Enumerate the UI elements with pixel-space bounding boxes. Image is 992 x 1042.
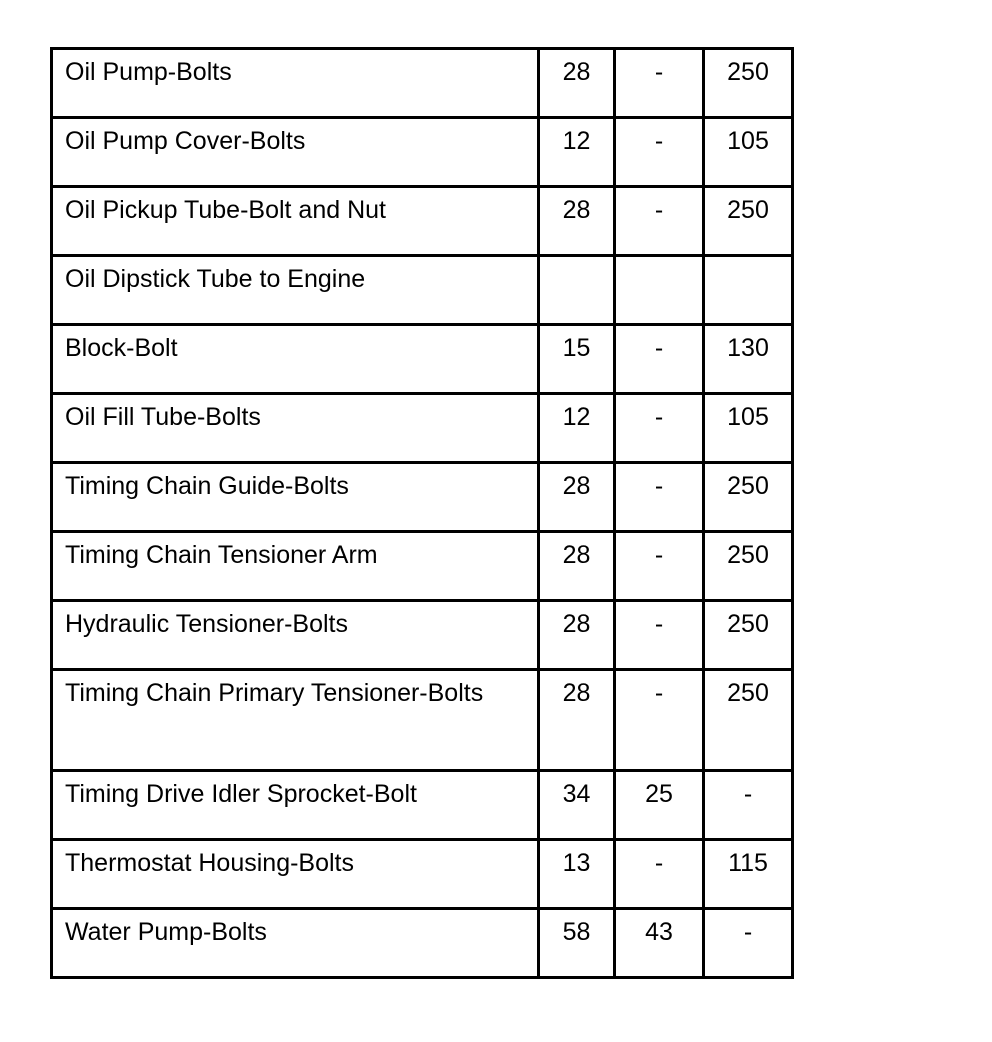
- inlb-value-cell: -: [704, 771, 793, 840]
- ftlb-value-cell: 25: [615, 771, 704, 840]
- nm-value-cell: 28: [539, 187, 615, 256]
- inlb-value-cell: 130: [704, 325, 793, 394]
- table-row: [52, 187, 793, 256]
- nm-value-cell: 15: [539, 325, 615, 394]
- inlb-value-cell: 105: [704, 394, 793, 463]
- ftlb-value-cell: [615, 256, 704, 325]
- nm-value-cell: 28: [539, 601, 615, 670]
- torque-spec-table: [50, 47, 794, 979]
- description-cell: Oil Fill Tube-Bolts: [52, 394, 539, 463]
- description-cell: Oil Pickup Tube-Bolt and Nut: [52, 187, 539, 256]
- ftlb-value-cell: 43: [615, 909, 704, 978]
- ftlb-value-cell: -: [615, 325, 704, 394]
- table-row: [52, 840, 793, 909]
- description-cell: Oil Dipstick Tube to Engine: [52, 256, 539, 325]
- nm-value-cell: 58: [539, 909, 615, 978]
- nm-value-cell: 13: [539, 840, 615, 909]
- table-row: [52, 909, 793, 978]
- description-cell: Water Pump-Bolts: [52, 909, 539, 978]
- ftlb-value-cell: -: [615, 118, 704, 187]
- ftlb-value-cell: -: [615, 49, 704, 118]
- inlb-value-cell: [704, 256, 793, 325]
- ftlb-value-cell: -: [615, 840, 704, 909]
- ftlb-value-cell: -: [615, 532, 704, 601]
- inlb-value-cell: 250: [704, 187, 793, 256]
- nm-value-cell: 28: [539, 670, 615, 771]
- ftlb-value-cell: -: [615, 601, 704, 670]
- inlb-value-cell: 250: [704, 463, 793, 532]
- table-row: [52, 394, 793, 463]
- description-cell: Hydraulic Tensioner-Bolts: [52, 601, 539, 670]
- description-cell: Timing Chain Primary Tensioner-Bolts: [52, 670, 539, 771]
- description-cell: Oil Pump Cover-Bolts: [52, 118, 539, 187]
- nm-value-cell: 28: [539, 532, 615, 601]
- inlb-value-cell: 105: [704, 118, 793, 187]
- nm-value-cell: 28: [539, 463, 615, 532]
- inlb-value-cell: 250: [704, 601, 793, 670]
- inlb-value-cell: 250: [704, 532, 793, 601]
- inlb-value-cell: 115: [704, 840, 793, 909]
- ftlb-value-cell: -: [615, 463, 704, 532]
- ftlb-value-cell: -: [615, 670, 704, 771]
- description-cell: Timing Chain Tensioner Arm: [52, 532, 539, 601]
- nm-value-cell: [539, 256, 615, 325]
- table-row: [52, 670, 793, 771]
- nm-value-cell: 28: [539, 49, 615, 118]
- nm-value-cell: 12: [539, 118, 615, 187]
- description-cell: Timing Chain Guide-Bolts: [52, 463, 539, 532]
- ftlb-value-cell: -: [615, 187, 704, 256]
- table-row: [52, 325, 793, 394]
- ftlb-value-cell: -: [615, 394, 704, 463]
- description-cell: Thermostat Housing-Bolts: [52, 840, 539, 909]
- description-cell: Block-Bolt: [52, 325, 539, 394]
- table-row: [52, 49, 793, 118]
- table-row: [52, 601, 793, 670]
- table-row: [52, 532, 793, 601]
- table-row: [52, 463, 793, 532]
- table-row: [52, 771, 793, 840]
- description-cell: Oil Pump-Bolts: [52, 49, 539, 118]
- inlb-value-cell: -: [704, 909, 793, 978]
- description-cell: Timing Drive Idler Sprocket-Bolt: [52, 771, 539, 840]
- table-row: [52, 118, 793, 187]
- inlb-value-cell: 250: [704, 670, 793, 771]
- nm-value-cell: 12: [539, 394, 615, 463]
- inlb-value-cell: 250: [704, 49, 793, 118]
- table-row: [52, 256, 793, 325]
- nm-value-cell: 34: [539, 771, 615, 840]
